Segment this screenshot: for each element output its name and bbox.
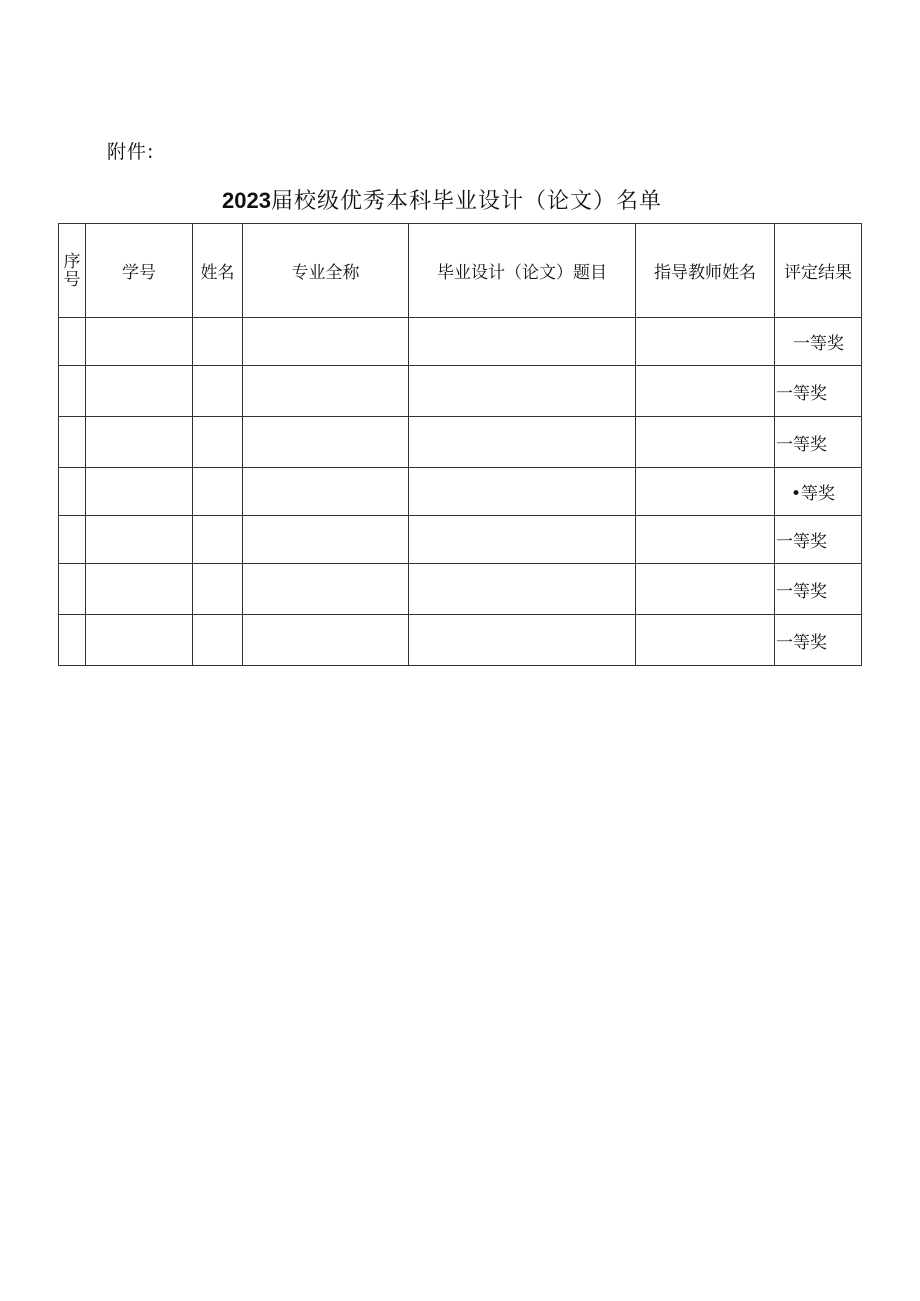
cell-student-id [86,468,193,516]
cell-thesis-title [409,366,636,417]
table-row [59,615,862,666]
cell-thesis-title [409,516,636,564]
cell-name [193,564,243,615]
header-result: 评定结果 [775,224,862,318]
cell-result: 一等奖 [775,318,862,366]
cell-advisor [636,468,775,516]
cell-seq [59,366,86,417]
cell-seq [59,615,86,666]
cell-major [243,615,409,666]
cell-name [193,468,243,516]
cell-name [193,366,243,417]
cell-name [193,318,243,366]
cell-advisor [636,366,775,417]
cell-result: 一等奖 [775,564,862,615]
cell-student-id [86,564,193,615]
table-row [59,468,862,516]
cell-major [243,564,409,615]
header-major: 专业全称 [243,224,409,318]
cell-name [193,516,243,564]
title-text: 届校级优秀本科毕业设计（论文）名单 [270,189,662,214]
cell-thesis-title [409,564,636,615]
header-advisor: 指导教师姓名 [636,224,775,318]
cell-major [243,417,409,468]
cell-major [243,318,409,366]
cell-thesis-title [409,468,636,516]
cell-student-id [86,516,193,564]
table-row [59,564,862,615]
cell-name [193,615,243,666]
cell-advisor [636,417,775,468]
cell-major [243,366,409,417]
table-row [59,366,862,417]
cell-seq [59,516,86,564]
header-seq-label: 序号 [63,251,81,290]
cell-seq [59,564,86,615]
cell-seq [59,417,86,468]
cell-seq [59,318,86,366]
header-thesis-title: 毕业设计（论文）题目 [409,224,636,318]
cell-result: •等奖 [775,468,862,516]
cell-thesis-title [409,417,636,468]
cell-student-id [86,417,193,468]
cell-seq [59,468,86,516]
document-title [222,184,662,215]
header-name: 姓名 [193,224,243,318]
table-header-row [59,224,862,318]
title-year: 2023 [222,188,271,213]
cell-result: 一等奖 [775,615,862,666]
cell-thesis-title [409,615,636,666]
cell-name [193,417,243,468]
cell-student-id [86,318,193,366]
header-seq [59,224,86,318]
cell-student-id [86,366,193,417]
cell-advisor [636,318,775,366]
cell-advisor [636,615,775,666]
table-row [59,516,862,564]
cell-major [243,516,409,564]
award-roster-table [58,223,862,666]
cell-result: 一等奖 [775,366,862,417]
cell-result: 一等奖 [775,516,862,564]
table-row [59,417,862,468]
header-student-id: 学号 [86,224,193,318]
cell-advisor [636,516,775,564]
cell-advisor [636,564,775,615]
table-row [59,318,862,366]
cell-thesis-title [409,318,636,366]
cell-student-id [86,615,193,666]
attachment-label: 附件: [107,141,155,163]
cell-major [243,468,409,516]
cell-result: 一等奖 [775,417,862,468]
